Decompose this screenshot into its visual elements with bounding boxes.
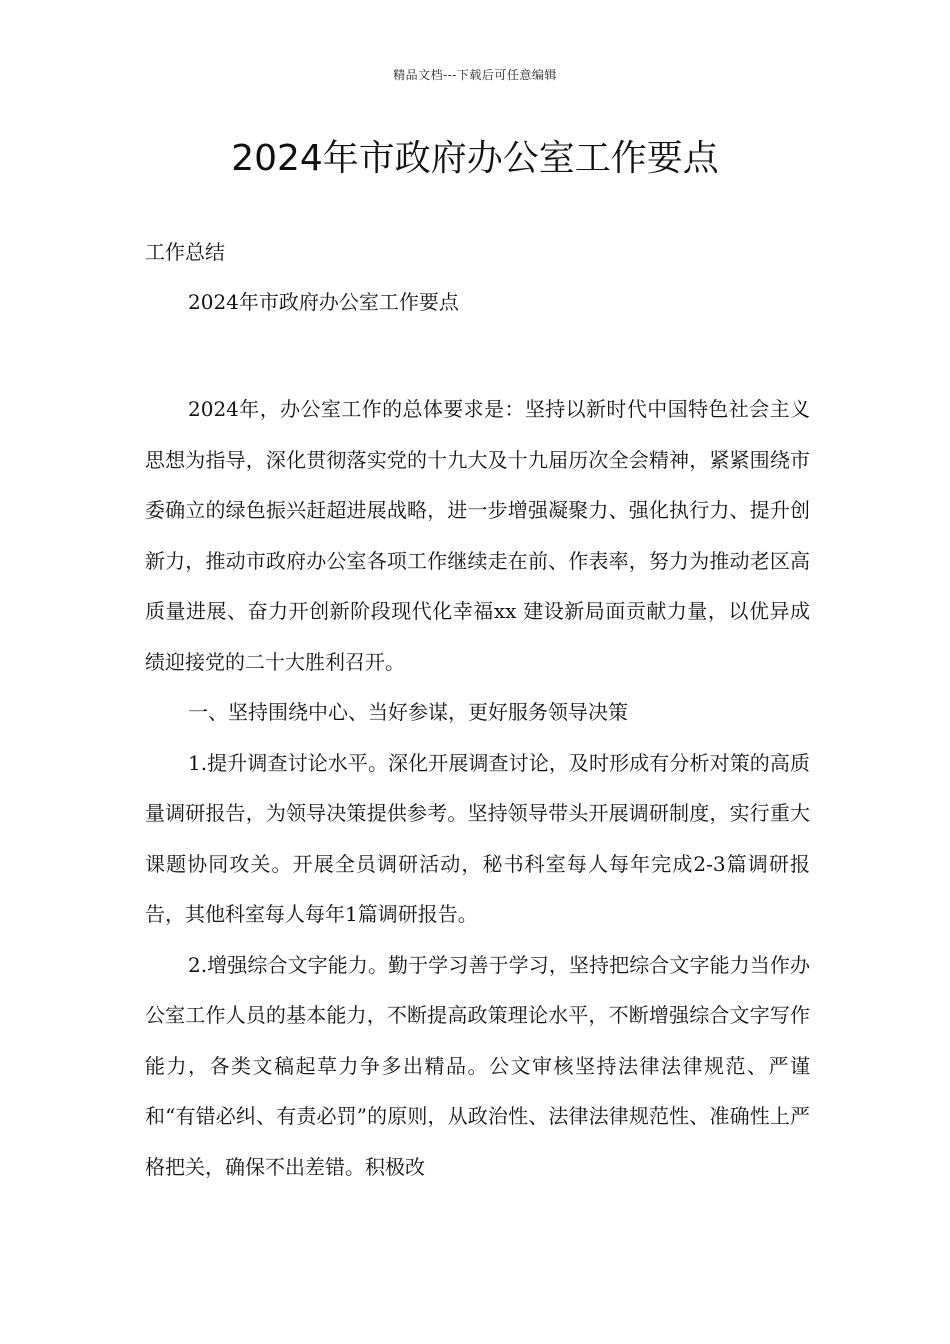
document-subtitle: 2024年市政府办公室工作要点 xyxy=(188,290,459,314)
document-body xyxy=(145,384,810,1192)
body-paragraph: 2.增强综合文字能力。勤于学习善于学习，坚持把综合文字能力当作办公室工作人员的基本能力，不断提高政策理论水平，不断增强综合文字写作能力，各类文稿起草力争多出精品。公文审核坚持法律法律规范、严谨和“有错必纠、有责必罚”的原则，从政治性、法律法律规范性、准确性上严格把关，确保不出差错。积极改 xyxy=(145,952,810,1179)
intro-paragraph: 2024年，办公室工作的总体要求是：坚持以新时代中国特色社会主义思想为指导，深化贯彻落实党的十九大及十九届历次全会精神，紧紧围绕市委确立的绿色振兴赶超进展战略，进一步增强凝聚力、强化执行力、提升创新力，推动市政府办公室各项工作继续走在前、作表率，努力为推动老区高质量进展、奋力开创新阶段现代化幸福xx 建设新局面贡献力量，以优异成绩迎接党的二十大胜利召开。 xyxy=(145,397,810,674)
document-title: 2024年市政府办公室工作要点 xyxy=(231,138,719,179)
page-header-note: 精品文档---下载后可任意编辑 xyxy=(393,68,557,82)
section-heading: 一、坚持围绕中心、当好参谋，更好服务领导决策 xyxy=(188,700,628,724)
body-paragraph: 1.提升调查讨论水平。深化开展调查讨论，及时形成有分析对策的高质量调研报告，为领导决策提供参考。坚持领导带头开展调研制度，实行重大课题协同攻关。开展全员调研活动，秘书科室每人每年完成2-3篇调研报告，其他科室每人每年1篇调研报告。 xyxy=(145,750,810,926)
document-category: 工作总结 xyxy=(145,240,225,264)
